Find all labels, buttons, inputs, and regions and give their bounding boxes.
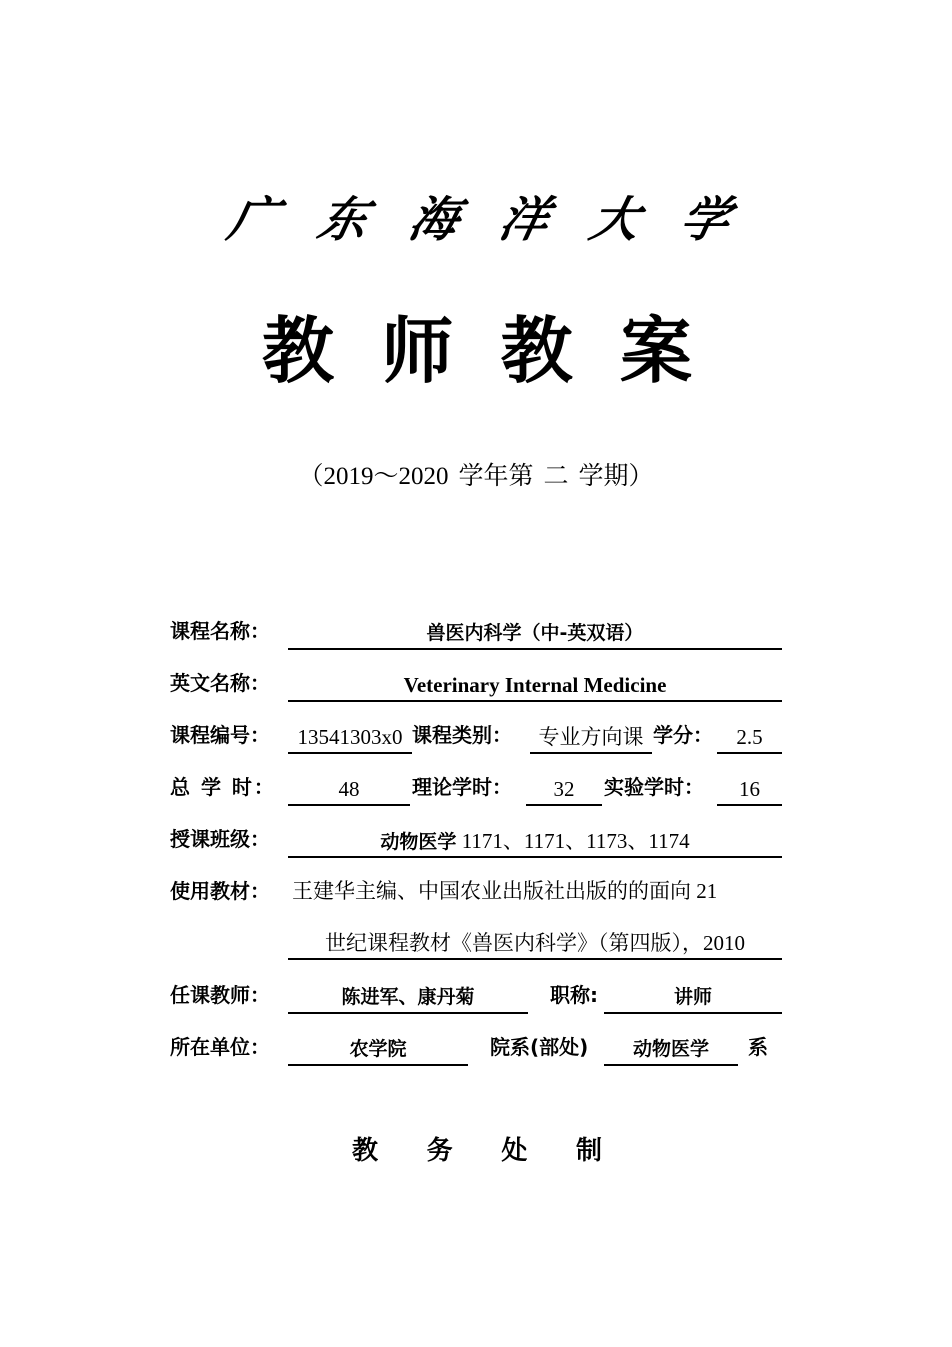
footer-char: 处: [501, 1135, 528, 1166]
university-char: 大: [584, 191, 645, 248]
classes-numbers: 1171、1171、1173、1174: [456, 829, 690, 853]
semester-number: 二: [543, 463, 569, 490]
semester-open: （: [298, 463, 324, 490]
textbook-line-1: 王建华主编、中国农业出版社出版的的面向 21: [292, 879, 718, 903]
classes-major: 动物医学: [380, 831, 457, 853]
course-name-value: 兽医内科学（中-英双语）: [288, 618, 782, 650]
theory-hours-value: 32: [526, 774, 602, 806]
title-char: 师: [381, 309, 454, 393]
university-char: 东: [313, 191, 374, 248]
lab-hours-value: 16: [717, 774, 782, 806]
university-name: [223, 180, 735, 250]
lab-hours-label: 实验学时：: [604, 775, 704, 799]
teacher-value: 陈进军、康丹菊: [288, 982, 528, 1014]
textbook-label: 使用教材：: [170, 879, 270, 903]
credits-value: 2.5: [717, 722, 782, 754]
document-title: [262, 300, 692, 393]
university-char: 广: [223, 191, 284, 248]
department-label: 院系(部处): [490, 1035, 589, 1059]
textbook-line-2: 世纪课程教材《兽医内科学》（第四版），2010: [288, 928, 782, 960]
rank-label: 职称:: [550, 983, 598, 1007]
footer-char: 制: [575, 1135, 602, 1166]
english-name-value: Veterinary Internal Medicine: [288, 670, 782, 702]
total-hours-value: 48: [288, 774, 410, 806]
course-code-value: 13541303x0: [288, 722, 412, 754]
credits-label: 学分：: [653, 723, 713, 747]
course-type-value: 专业方向课: [530, 722, 652, 754]
semester-mid: 学年第: [458, 463, 534, 490]
total-hours-label: 总 学 时：: [170, 775, 276, 799]
title-char: 案: [619, 309, 692, 393]
department-value: 动物医学: [604, 1034, 738, 1066]
semester-years: 2019～2020: [323, 463, 449, 490]
title-char: 教: [262, 309, 335, 393]
classes-value: [288, 826, 782, 858]
footer-char: 教: [352, 1135, 379, 1166]
university-char: 学: [675, 191, 735, 248]
footer-char: 务: [426, 1135, 453, 1166]
english-name-label: 英文名称：: [170, 671, 270, 695]
university-char: 海: [403, 191, 464, 248]
teacher-label: 任课教师：: [170, 983, 270, 1007]
course-name-label: 课程名称：: [170, 619, 270, 643]
title-char: 教: [500, 309, 573, 393]
semester-end: 学期）: [578, 463, 654, 490]
course-type-label: 课程类别：: [412, 723, 512, 747]
department-suffix: 系: [748, 1035, 768, 1059]
course-code-label: 课程编号：: [170, 723, 270, 747]
unit-label: 所在单位：: [170, 1035, 270, 1059]
rank-value: 讲师: [604, 982, 782, 1014]
unit-value: 农学院: [288, 1034, 468, 1066]
classes-label: 授课班级：: [170, 827, 270, 851]
theory-hours-label: 理论学时：: [412, 775, 512, 799]
semester-line: [0, 456, 952, 492]
issuing-office: [352, 1128, 602, 1168]
university-char: 洋: [494, 191, 555, 248]
